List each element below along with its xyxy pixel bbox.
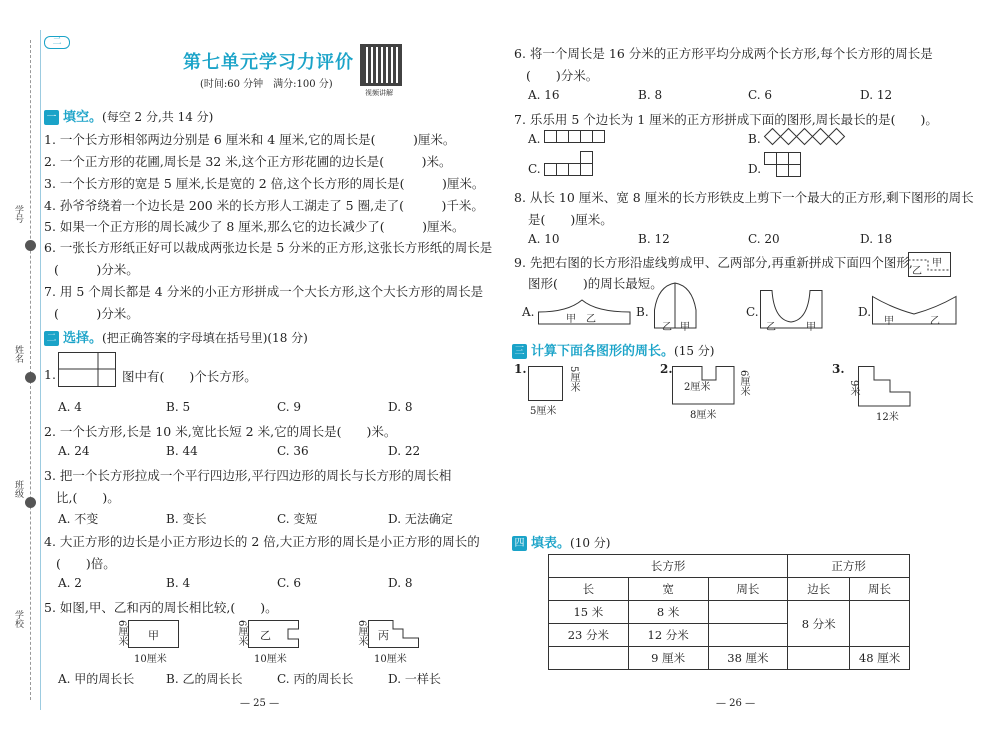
choice-q4-text: 4. 大正方形的边长是小正方形边长的 2 倍,大正方形的周长是小正方形的周长的 [44,534,480,549]
q7-option-c[interactable]: C. [528,162,541,176]
q5-bottom-bing: 10厘米 [374,654,407,665]
calc-fig1-side: 5厘米 [568,366,579,393]
q5-option-c[interactable]: C. 丙的周长长 [277,672,354,686]
binding-dot [25,240,36,251]
fill-q7-cont: ( )分米。 [54,306,139,321]
section-1-heading [44,106,213,125]
table-cell: 15 米 [549,601,629,624]
section-2-title: 选择。 [63,331,103,346]
table-cell-blank[interactable] [788,647,850,670]
sidebar-label-class: 班级 [13,480,23,498]
q4-option-a[interactable]: A. 2 [58,576,82,590]
q3-option-a[interactable]: A. 不变 [58,512,99,526]
choice-q9-text-cont: 图形( )的周长最短。 [528,276,663,291]
section-2-note: (把正确答案的字母填在括号里)(18 分) [102,331,308,345]
q7-figure-b [764,128,850,146]
q9-figure-b [654,282,698,330]
choice-q6-text-cont: ( )分米。 [526,68,599,83]
table-cell-blank[interactable] [708,601,788,624]
table-cell-blank[interactable] [549,647,629,670]
q9-a-label-yi: 乙 [586,314,596,325]
q5-option-b[interactable]: B. 乙的周长长 [166,672,243,686]
q6-option-b[interactable]: B. 8 [638,88,663,102]
binding-dot [25,497,36,508]
fill-q2: 2. 一个正方形的花圃,周长是 32 米,这个正方形花圃的边长是( )米。 [44,154,452,169]
calc-fig1-bottom: 5厘米 [530,406,557,417]
unit-badge: 二 [44,36,70,49]
page-subtitle: (时间:60 分钟 满分:100 分) [200,79,333,90]
q6-option-a[interactable]: A. 16 [528,88,560,102]
calc-fig2-inner: 2厘米 [684,382,711,393]
page-border-line [40,30,41,710]
calc-fig1-square [528,366,566,402]
section-1-title: 填空。 [63,110,103,125]
section-4-note: (10 分) [570,536,611,550]
q5-label-jia: 甲 [148,629,159,642]
section-2-icon: 二 [44,331,59,346]
col-width: 宽 [628,578,708,601]
col-rect-perimeter: 周长 [708,578,788,601]
page-number-left: — 25 — [240,698,280,709]
table-cell: 9 厘米 [628,647,708,670]
calc-fig2-bottom: 8厘米 [690,410,717,421]
q9-option-d[interactable]: D. [858,305,872,319]
choice-q4-text-cont: ( )倍。 [56,556,116,571]
sidebar-label-school: 学校 [13,610,23,628]
choice-q3-text-cont: 比,( )。 [56,490,120,505]
table-cell: 12 分米 [628,624,708,647]
section-4-icon: 四 [512,536,527,551]
q2-option-c[interactable]: C. 36 [277,444,309,458]
q3-option-c[interactable]: C. 变短 [277,512,318,526]
fill-q1: 1. 一个长方形相邻两边分别是 6 厘米和 4 厘米,它的周长是( )厘米。 [44,132,456,147]
q9-a-label-jia: 甲 [566,314,576,325]
q5-label-bing: 丙 [378,629,389,642]
choice-q1-text: 图中有( )个长方形。 [122,369,257,384]
q7-figure-a [544,130,606,144]
q5-option-a[interactable]: A. 甲的周长长 [58,672,135,686]
section-3-heading [512,340,714,359]
choice-q7-text: 7. 乐乐用 5 个边长为 1 厘米的正方形拼成下面的图形,周长最长的是( )。 [514,112,938,127]
fill-q3: 3. 一个长方形的宽是 5 厘米,长是宽的 2 倍,这个长方形的周长是( )厘米。 [44,176,485,191]
q3-option-d[interactable]: D. 无法确定 [388,512,453,526]
calc-fig3-staircase [858,366,914,408]
choice-q8-text: 8. 从长 10 厘米、宽 8 厘米的长方形铁皮上剪下一个最大的正方形,剩下图形的周长 [514,190,974,205]
q7-option-a[interactable]: A. [528,132,541,146]
q2-option-d[interactable]: D. 22 [388,444,421,458]
section-1-note: (每空 2 分,共 14 分) [102,110,214,124]
q9-c-label-jia: 甲 [806,322,816,333]
section-3-note: (15 分) [674,344,715,358]
section-2-heading [44,327,308,346]
q5-side-bing: 6厘米 [356,620,367,647]
q3-option-b[interactable]: B. 变长 [166,512,207,526]
q9-b-label-jia: 甲 [680,322,690,333]
section-3-icon: 三 [512,344,527,359]
sidebar-label-id: 学号 [13,205,23,223]
q7-option-b[interactable]: B. [748,132,761,146]
q9-d-label-jia: 甲 [884,316,894,327]
choice-q2-text: 2. 一个长方形,长是 10 米,宽比长短 2 米,它的周长是( )米。 [44,424,397,439]
q9-option-c[interactable]: C. [746,305,759,319]
binding-dot [25,372,36,383]
fill-q5: 5. 如果一个正方形的周长减少了 8 厘米,那么它的边长减少了( )厘米。 [44,219,465,234]
table-cell-blank[interactable] [850,601,910,647]
table-header-square: 正方形 [788,555,910,578]
table-cell: 23 分米 [549,624,629,647]
section-4-heading [512,532,610,551]
q5-bottom-jia: 10厘米 [134,654,167,665]
q9-figure-a [538,298,632,326]
fill-q6-cont: ( )分米。 [54,262,139,277]
table-cell-blank[interactable] [708,624,788,647]
q1-option-a[interactable]: A. 4 [58,400,82,414]
table-cell: 8 米 [628,601,708,624]
table-cell: 48 厘米 [850,647,910,670]
q4-option-b[interactable]: B. 4 [166,576,191,590]
q4-option-d[interactable]: D. 8 [388,576,413,590]
section-3-title: 计算下面各图形的周长。 [531,344,675,359]
q1-option-c[interactable]: C. 9 [277,400,302,414]
q9-option-a[interactable]: A. [522,305,535,319]
fill-table [548,554,910,670]
calc-fig2-side: 6厘米 [738,370,749,397]
choice-q3-text: 3. 把一个长方形拉成一个平行四边形,平行四边形的周长与长方形的周长相 [44,468,452,483]
q5-shape-bing [368,620,420,650]
q9-b-label-yi: 乙 [662,322,672,333]
q9-source-label-yi: 乙 [912,266,922,277]
q9-source-label-jia: 甲 [932,258,942,269]
col-length: 长 [549,578,629,601]
calc-fig2-number: 2. [660,362,673,376]
q8-option-c[interactable]: C. 20 [748,232,780,246]
page-number-right: — 26 — [716,698,756,709]
q9-c-label-yi: 乙 [766,322,776,333]
q9-option-b[interactable]: B. [636,305,649,319]
col-side: 边长 [788,578,850,601]
q7-option-d[interactable]: D. [748,162,762,176]
q6-option-c[interactable]: C. 6 [748,88,773,102]
q1-rectangle-figure [58,352,118,388]
calc-fig1-number: 1. [514,362,527,376]
q8-option-b[interactable]: B. 12 [638,232,670,246]
choice-q6-text: 6. 将一个周长是 16 分米的正方形平均分成两个长方形,每个长方形的周长是 [514,46,933,61]
fill-q6: 6. 一张长方形纸正好可以裁成两张边长是 5 分米的正方形,这张长方形纸的周长是 [44,240,493,255]
q2-option-b[interactable]: B. 44 [166,444,198,458]
choice-q1-number: 1. [44,367,56,382]
table-header-rectangle: 长方形 [549,555,788,578]
table-cell: 38 厘米 [708,647,788,670]
calc-fig3-bottom: 12米 [876,412,899,423]
q6-option-d[interactable]: D. 12 [860,88,893,102]
qr-caption: 视频讲解 [365,89,393,97]
q5-bottom-yi: 10厘米 [254,654,287,665]
q5-side-yi: 6厘米 [236,620,247,647]
q1-option-d[interactable]: D. 8 [388,400,413,414]
section-4-title: 填表。 [531,536,571,551]
binding-line [30,40,31,700]
section-1-icon: 一 [44,110,59,125]
q5-option-d[interactable]: D. 一样长 [388,672,441,686]
q1-option-b[interactable]: B. 5 [166,400,191,414]
q7-figure-d [764,152,804,180]
fill-q4: 4. 孙爷爷绕着一个边长是 200 米的长方形人工湖走了 5 圈,走了( )千米。 [44,198,484,213]
sidebar-label-name: 姓名 [13,345,23,363]
page-title: 第七单元学习力评价 [183,52,354,73]
choice-q9-text: 9. 先把右图的长方形沿虚线剪成甲、乙两部分,再重新拼成下面四个图形, [514,255,913,270]
col-square-perimeter: 周长 [850,578,910,601]
calc-fig3-side: 9米 [848,380,859,397]
q9-d-label-yi: 乙 [930,316,940,327]
q8-option-d[interactable]: D. 18 [860,232,893,246]
table-cell: 8 分米 [788,601,850,647]
choice-q5-text: 5. 如图,甲、乙和丙的周长相比较,( )。 [44,600,278,615]
qr-code-icon [360,44,402,86]
q5-shape-yi [248,620,300,650]
q7-figure-c [544,150,596,178]
fill-q7: 7. 用 5 个周长都是 4 分米的小正方形拼成一个大长方形,这个大长方形的周长是 [44,284,484,299]
q5-side-jia: 6厘米 [116,620,127,647]
choice-q8-text-cont: 是( )厘米。 [528,212,613,227]
q2-option-a[interactable]: A. 24 [58,444,90,458]
calc-fig3-number: 3. [832,362,845,376]
q8-option-a[interactable]: A. 10 [528,232,560,246]
q4-option-c[interactable]: C. 6 [277,576,302,590]
q5-label-yi: 乙 [260,629,271,642]
